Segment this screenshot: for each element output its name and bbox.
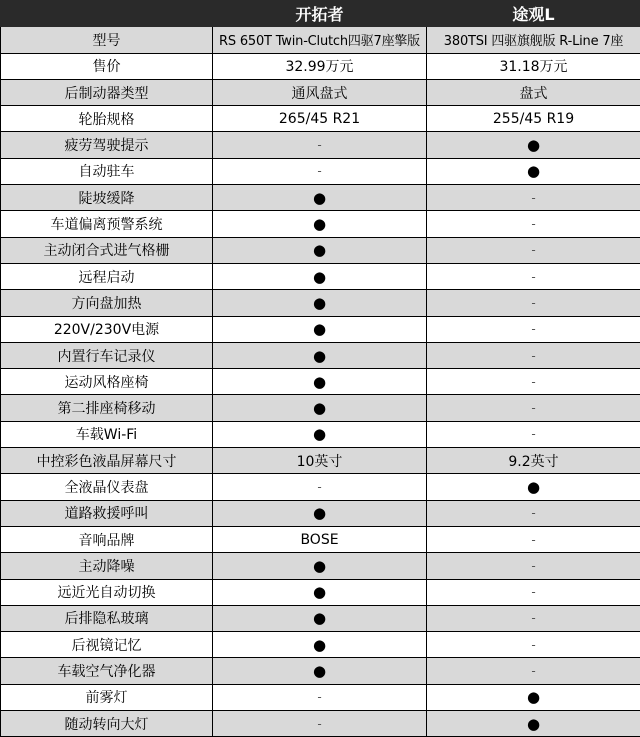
spec-value-text: BOSE xyxy=(300,532,338,548)
table-row xyxy=(1,211,640,237)
table-row xyxy=(1,684,640,710)
spec-value-car1 xyxy=(213,684,427,710)
dot-icon: ● xyxy=(527,715,540,733)
spec-value-car1 xyxy=(213,185,427,211)
spec-value-car2 xyxy=(427,79,640,105)
table-row xyxy=(1,605,640,631)
spec-value-text: 9.2英寸 xyxy=(508,451,558,471)
dash-icon: - xyxy=(531,270,535,284)
header-row xyxy=(1,1,640,27)
dot-icon: ● xyxy=(313,215,326,233)
spec-rows xyxy=(1,27,640,737)
table-row xyxy=(1,421,640,447)
spec-label: 远近光自动切换 xyxy=(1,579,213,605)
spec-value-car2 xyxy=(427,316,640,342)
spec-label: 音响品牌 xyxy=(1,526,213,552)
spec-value-car2 xyxy=(427,474,640,500)
spec-label: 前雾灯 xyxy=(1,684,213,710)
dot-icon: ● xyxy=(313,241,326,259)
spec-label: 后制动器类型 xyxy=(1,79,213,105)
spec-value-car2 xyxy=(427,658,640,684)
spec-value-car1 xyxy=(213,579,427,605)
table-row xyxy=(1,448,640,474)
table-row xyxy=(1,79,640,105)
spec-value-text: 32.99万元 xyxy=(285,56,353,76)
spec-value-car1 xyxy=(213,342,427,368)
spec-value-car1 xyxy=(213,553,427,579)
dash-icon: - xyxy=(317,480,321,494)
dash-icon: - xyxy=(317,164,321,178)
spec-value-car2 xyxy=(427,158,640,184)
spec-value-car2 xyxy=(427,342,640,368)
dot-icon: ● xyxy=(313,557,326,575)
dot-icon: ● xyxy=(313,189,326,207)
spec-value-text: 31.18万元 xyxy=(499,56,567,76)
spec-value-car1 xyxy=(213,263,427,289)
table-row xyxy=(1,342,640,368)
spec-label: 道路救援呼叫 xyxy=(1,500,213,526)
dash-icon: - xyxy=(531,349,535,363)
spec-value-car2 xyxy=(427,526,640,552)
table-row xyxy=(1,158,640,184)
spec-value-text: 265/45 R21 xyxy=(279,111,360,127)
spec-label: 随动转向大灯 xyxy=(1,711,213,737)
spec-value-car1 xyxy=(213,448,427,474)
dash-icon: - xyxy=(531,191,535,205)
dash-icon: - xyxy=(531,664,535,678)
table-row xyxy=(1,369,640,395)
dash-icon: - xyxy=(317,717,321,731)
spec-value-text: 380TSI 四驱旗舰版 R-Line 7座 xyxy=(444,30,623,49)
spec-label: 售价 xyxy=(1,53,213,79)
dot-icon: ● xyxy=(313,399,326,417)
spec-value-car2 xyxy=(427,711,640,737)
spec-value-text: 盘式 xyxy=(520,83,548,103)
dash-icon: - xyxy=(317,138,321,152)
spec-value-car1 xyxy=(213,158,427,184)
spec-label: 中控彩色液晶屏幕尺寸 xyxy=(1,448,213,474)
header-label-col xyxy=(1,1,213,27)
spec-value-car1 xyxy=(213,605,427,631)
dot-icon: ● xyxy=(313,347,326,365)
dash-icon: - xyxy=(531,401,535,415)
spec-label: 运动风格座椅 xyxy=(1,369,213,395)
table-row xyxy=(1,579,640,605)
spec-value-car1 xyxy=(213,290,427,316)
dash-icon: - xyxy=(531,243,535,257)
dot-icon: ● xyxy=(313,583,326,601)
spec-value-car2 xyxy=(427,290,640,316)
spec-value-car1 xyxy=(213,526,427,552)
spec-value-text: 255/45 R19 xyxy=(493,111,574,127)
dash-icon: - xyxy=(531,375,535,389)
spec-value-car1 xyxy=(213,369,427,395)
spec-label: 主动闭合式进气格栅 xyxy=(1,237,213,263)
spec-value-text: 10英寸 xyxy=(297,451,343,471)
spec-value-car2 xyxy=(427,684,640,710)
table-row xyxy=(1,290,640,316)
spec-value-car2 xyxy=(427,395,640,421)
dot-icon: ● xyxy=(313,662,326,680)
dash-icon: - xyxy=(531,559,535,573)
table-row xyxy=(1,27,640,53)
table-row xyxy=(1,53,640,79)
spec-value-car1 xyxy=(213,711,427,737)
table-row xyxy=(1,658,640,684)
table-row xyxy=(1,185,640,211)
spec-value-car2 xyxy=(427,27,640,53)
table-row xyxy=(1,395,640,421)
spec-value-car1 xyxy=(213,237,427,263)
spec-value-car1 xyxy=(213,316,427,342)
dot-icon: ● xyxy=(313,294,326,312)
dash-icon: - xyxy=(531,611,535,625)
spec-value-car2 xyxy=(427,500,640,526)
spec-value-car1 xyxy=(213,211,427,237)
spec-value-car2 xyxy=(427,263,640,289)
spec-value-car1 xyxy=(213,632,427,658)
dash-icon: - xyxy=(531,585,535,599)
table-row xyxy=(1,711,640,737)
spec-value-car1 xyxy=(213,53,427,79)
spec-value-car2 xyxy=(427,132,640,158)
dash-icon: - xyxy=(531,217,535,231)
spec-label: 轮胎规格 xyxy=(1,106,213,132)
spec-label: 陡坡缓降 xyxy=(1,185,213,211)
table-row xyxy=(1,526,640,552)
spec-label: 远程启动 xyxy=(1,263,213,289)
spec-value-car2 xyxy=(427,106,640,132)
dot-icon: ● xyxy=(527,688,540,706)
dot-icon: ● xyxy=(527,162,540,180)
spec-value-car1 xyxy=(213,500,427,526)
dot-icon: ● xyxy=(313,636,326,654)
spec-value-car2 xyxy=(427,632,640,658)
dot-icon: ● xyxy=(527,478,540,496)
spec-label: 自动驻车 xyxy=(1,158,213,184)
dot-icon: ● xyxy=(313,425,326,443)
table-row xyxy=(1,106,640,132)
spec-value-car2 xyxy=(427,448,640,474)
spec-value-car2 xyxy=(427,53,640,79)
spec-label: 方向盘加热 xyxy=(1,290,213,316)
dash-icon: - xyxy=(317,690,321,704)
dot-icon: ● xyxy=(527,136,540,154)
table-row xyxy=(1,553,640,579)
header-car1-name: 开拓者 xyxy=(213,1,427,27)
spec-value-car2 xyxy=(427,605,640,631)
spec-label: 车载Wi-Fi xyxy=(1,421,213,447)
dash-icon: - xyxy=(531,322,535,336)
spec-label: 220V/230V电源 xyxy=(1,316,213,342)
table-row xyxy=(1,632,640,658)
table-row xyxy=(1,316,640,342)
table-row xyxy=(1,132,640,158)
dot-icon: ● xyxy=(313,373,326,391)
spec-label: 内置行车记录仪 xyxy=(1,342,213,368)
dash-icon: - xyxy=(531,296,535,310)
spec-value-car2 xyxy=(427,211,640,237)
dash-icon: - xyxy=(531,638,535,652)
spec-value-car2 xyxy=(427,237,640,263)
table-row xyxy=(1,474,640,500)
spec-value-car1 xyxy=(213,474,427,500)
dash-icon: - xyxy=(531,533,535,547)
dot-icon: ● xyxy=(313,609,326,627)
spec-value-car1 xyxy=(213,421,427,447)
spec-label: 后排隐私玻璃 xyxy=(1,605,213,631)
table-row xyxy=(1,237,640,263)
spec-label: 车载空气净化器 xyxy=(1,658,213,684)
spec-label: 第二排座椅移动 xyxy=(1,395,213,421)
dash-icon: - xyxy=(531,427,535,441)
spec-value-car1 xyxy=(213,395,427,421)
spec-label: 疲劳驾驶提示 xyxy=(1,132,213,158)
spec-value-car1 xyxy=(213,27,427,53)
spec-value-text: 通风盘式 xyxy=(292,83,348,103)
spec-value-car2 xyxy=(427,553,640,579)
dash-icon: - xyxy=(531,506,535,520)
dot-icon: ● xyxy=(313,504,326,522)
spec-value-car1 xyxy=(213,132,427,158)
spec-value-car1 xyxy=(213,658,427,684)
spec-label: 全液晶仪表盘 xyxy=(1,474,213,500)
spec-value-text: RS 650T Twin-Clutch四驱7座擎版 xyxy=(219,30,420,49)
spec-value-car2 xyxy=(427,369,640,395)
spec-label: 主动降噪 xyxy=(1,553,213,579)
header-car2-name: 途观L xyxy=(427,1,640,27)
spec-label: 型号 xyxy=(1,27,213,53)
spec-value-car2 xyxy=(427,579,640,605)
dot-icon: ● xyxy=(313,268,326,286)
spec-value-car2 xyxy=(427,421,640,447)
spec-label: 车道偏离预警系统 xyxy=(1,211,213,237)
spec-value-car1 xyxy=(213,106,427,132)
dot-icon: ● xyxy=(313,320,326,338)
table-row xyxy=(1,263,640,289)
table-row xyxy=(1,500,640,526)
spec-value-car1 xyxy=(213,79,427,105)
spec-label: 后视镜记忆 xyxy=(1,632,213,658)
spec-value-car2 xyxy=(427,185,640,211)
